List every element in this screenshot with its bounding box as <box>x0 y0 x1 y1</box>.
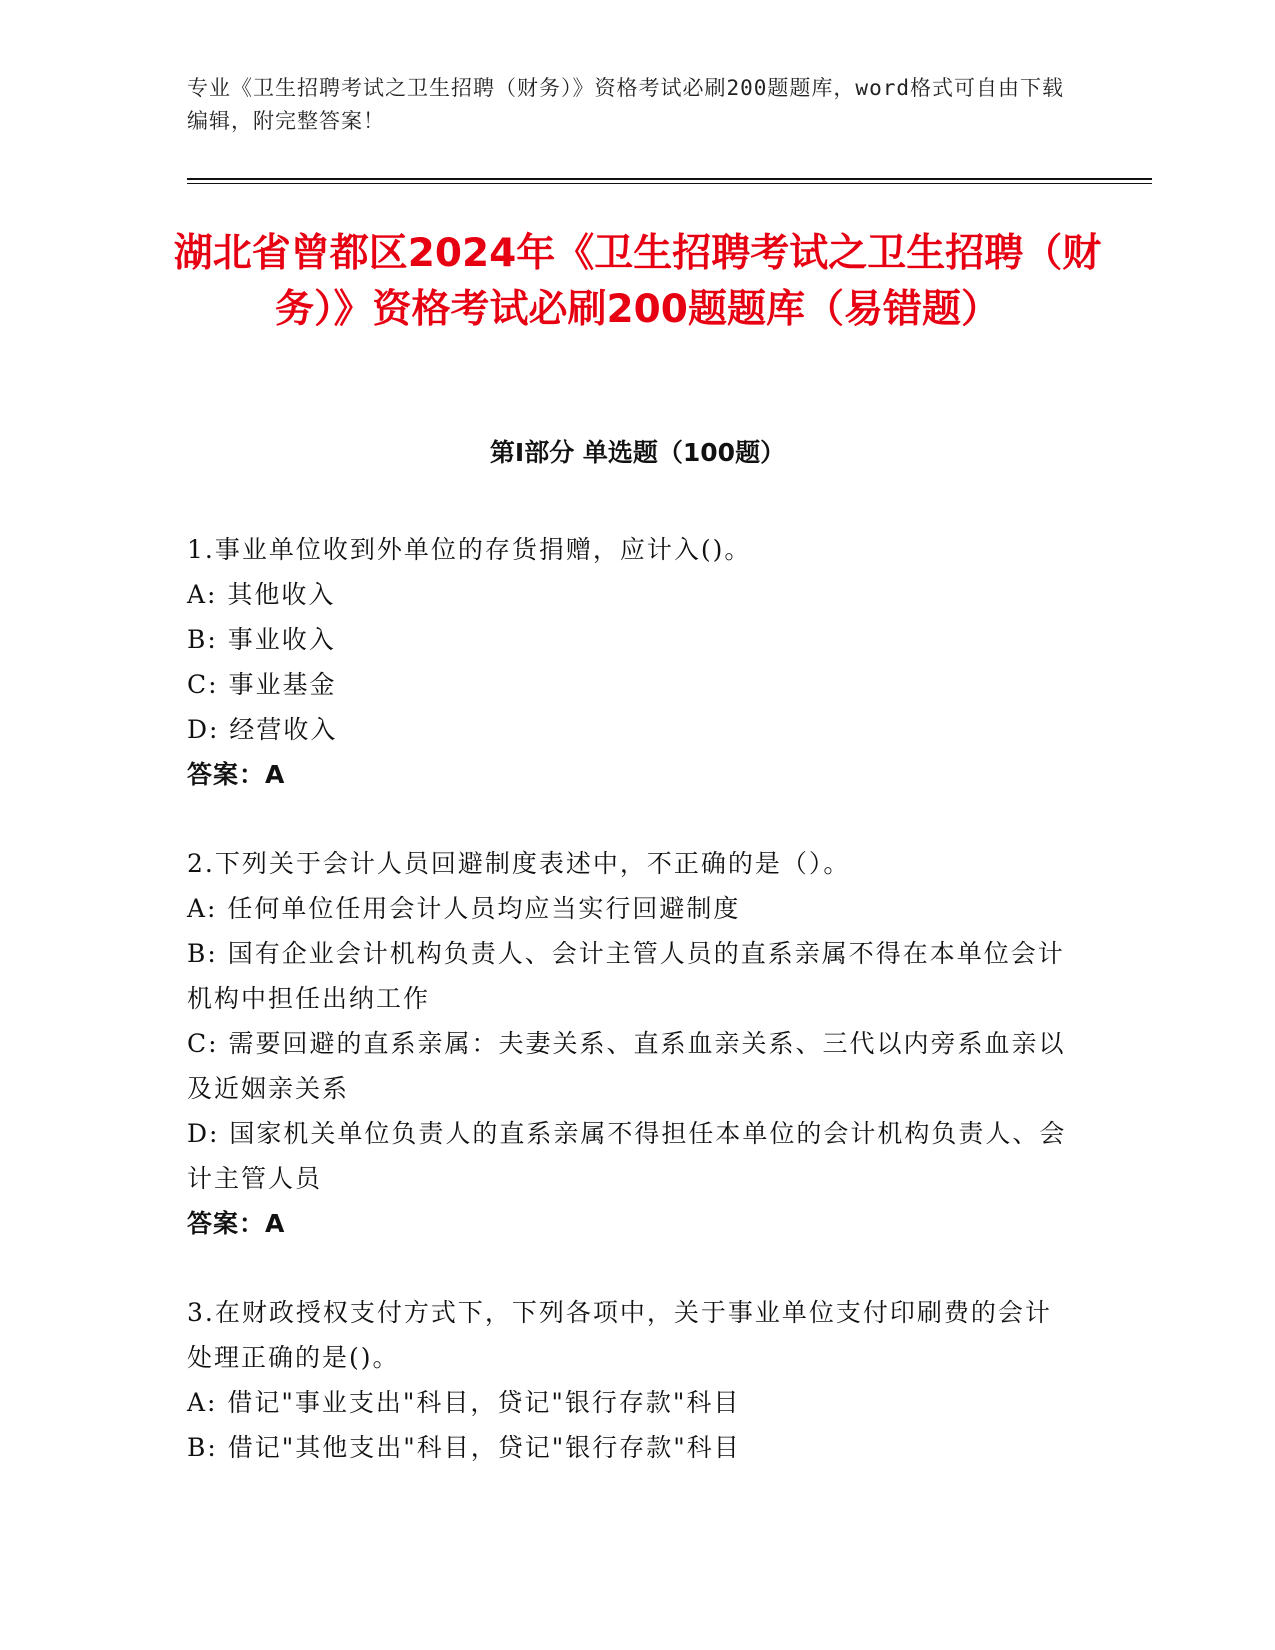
question-stem: 3.在财政授权支付方式下，下列各项中，关于事业单位支付印刷费的会计处理正确的是()。 <box>187 1298 1052 1372</box>
document-title: 湖北省曾都区2024年《卫生招聘考试之卫生招聘（财务）》资格考试必刷200题题库（易错题） <box>173 231 1102 332</box>
question-1 <box>187 527 1077 797</box>
option-b: B: 借记"其他支出"科目，贷记"银行存款"科目 <box>187 1433 741 1462</box>
header-divider-thin <box>187 183 1152 184</box>
option-c: C: 事业基金 <box>187 670 337 699</box>
header-divider-thick <box>187 178 1152 180</box>
answer-label: 答案：A <box>187 760 286 789</box>
option-c: C: 需要回避的直系亲属：夫妻关系、直系血亲关系、三代以内旁系血亲以及近姻亲关系 <box>187 1029 1066 1103</box>
question-spacer <box>187 797 1077 841</box>
section-title: 第Ⅰ部分 单选题（100题） <box>489 438 786 467</box>
question-stem: 2.下列关于会计人员回避制度表述中，不正确的是（）。 <box>187 849 851 878</box>
header-note: 专业《卫生招聘考试之卫生招聘（财务）》资格考试必刷200题题库，word格式可自由下载编辑，附完整答案！ <box>187 76 1064 133</box>
question-stem: 1.事业单位收到外单位的存货捐赠，应计入()。 <box>187 535 752 564</box>
answer-label: 答案：A <box>187 1209 286 1238</box>
option-a: A: 任何单位任用会计人员均应当实行回避制度 <box>187 894 741 923</box>
option-a: A: 其他收入 <box>187 580 336 609</box>
option-d: D: 经营收入 <box>187 715 338 744</box>
option-d: D: 国家机关单位负责人的直系亲属不得担任本单位的会计机构负责人、会计主管人员 <box>187 1119 1067 1193</box>
option-a: A: 借记"事业支出"科目，贷记"银行存款"科目 <box>187 1388 741 1417</box>
option-b: B: 事业收入 <box>187 625 336 654</box>
question-list <box>187 527 1077 1470</box>
question-2 <box>187 841 1077 1246</box>
question-spacer <box>187 1246 1077 1290</box>
question-3 <box>187 1290 1077 1470</box>
option-b: B: 国有企业会计机构负责人、会计主管人员的直系亲属不得在本单位会计机构中担任出纳工作 <box>187 939 1065 1013</box>
